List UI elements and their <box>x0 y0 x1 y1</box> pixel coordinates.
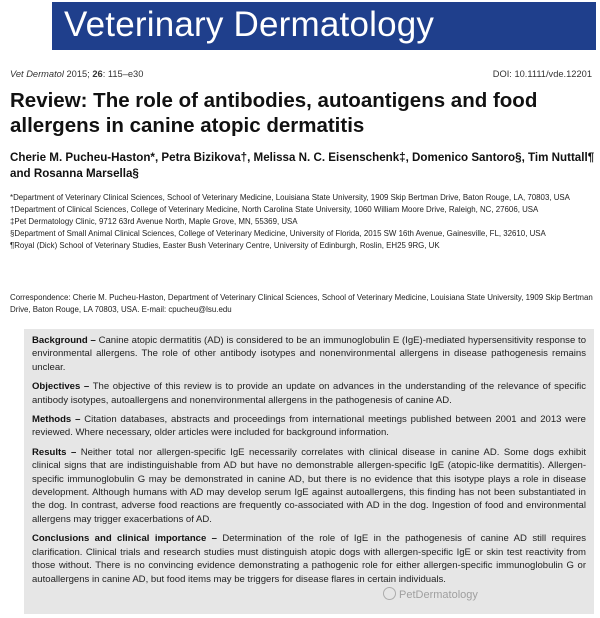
citation <box>10 69 143 79</box>
author-list: Cherie M. Pucheu-Haston*, Petra Bizikova†, Melissa N. C. Eisenschenk‡, Domenico Santoro§, Tim Nuttall¶ and Rosanna Marsella§ <box>10 151 595 180</box>
abstract-text: Determination of the role of IgE in the pathogenesis of canine AD still requires clarification. Clinical trials and research studies must distinguish atopic dogs with allergen-specific IgE or skin test reactivity from those without. There is no convincing evidence demonstrating a pathogenic role for either allergen-specific immunoglobulin G or autoallergens in canine AD, but food items may be triggers for disease flares in certain individuals. <box>32 533 586 585</box>
abstract-heading: Conclusions and clinical importance – <box>32 533 223 545</box>
affiliation: *Department of Veterinary Clinical Sciences, School of Veterinary Medicine, Louisiana State University, 1909 Skip Bertman Drive, Baton Rouge, LA, 70803, USA <box>10 193 570 202</box>
article-title: Review: The role of antibodies, autoantigens and food allergens in canine atopic dermatitis <box>10 89 538 137</box>
abstract-heading: Background – <box>32 335 99 346</box>
wechat-logo-icon <box>383 587 396 600</box>
affiliation: ‡Pet Dermatology Clinic, 9712 63rd Avenue North, Maple Grove, MN, 55369, USA <box>10 216 298 226</box>
abstract-text: Canine atopic dermatitis (AD) is considered to be an immunoglobulin E (IgE)-mediated hypersensitivity response to environmental allergens. The role of other antibody isotypes and nonenvironmental allergens in disease pathogenesis remains unclear. <box>32 335 587 373</box>
abstract-conclusions <box>32 532 586 586</box>
affiliation: ¶Royal (Dick) School of Veterinary Studies, Easter Bush Veterinary Centre, University of Edinburgh, Roslin, EH25 9RG, UK <box>10 240 440 250</box>
abstract-objectives <box>32 380 586 407</box>
citation-pages: : 115–e30 <box>102 69 144 79</box>
citation-volume: 26 <box>92 69 103 79</box>
abstract-background <box>32 334 586 374</box>
abstract-text: Citation databases, abstracts and proceedings from international meetings published between 2001 and 2013 were reviewed. Where necessary, older articles were included for background information. <box>32 414 586 439</box>
abstract-text: Neither total nor allergen-specific IgE necessarily correlates with clinical disease in canine AD. Some dogs exhibit clinical signs that are indistinguishable from AD but have no demonstrable allergen-specific IgE (atopic-like dermatitis). Allergen-specific immunoglobulin G may be demonstrated in canine AD, but there is no evidence that this isotype plays a role in disease development. Although humans with AD may develop serum IgE against autoallergens, this finding has not been substantiated in the dog. In contrast, adverse food reactions are frequently co-associated with AD in the dog. Ingestion of food and environmental allergens may trigger exacerbations of AD. <box>32 446 587 525</box>
journal-banner: Veterinary Dermatology <box>52 2 596 50</box>
watermark <box>383 587 478 601</box>
abstract-results <box>32 446 586 526</box>
citation-year: 2015; <box>63 69 93 79</box>
abstract-methods <box>32 413 586 440</box>
watermark-text: PetDermatology <box>399 589 478 601</box>
abstract-heading: Objectives – <box>32 381 93 393</box>
doi[interactable]: DOI: 10.1111/vde.12201 <box>492 69 592 79</box>
affiliation: †Department of Clinical Sciences, College of Veterinary Medicine, North Carolina State University, 1060 William Moore Drive, Raleigh, NC, 27606, USA <box>10 204 539 214</box>
abstract-heading: Results – <box>32 446 81 458</box>
affiliation: §Department of Small Animal Clinical Sciences, College of Veterinary Medicine, University of Florida, 2015 SW 16th Avenue, Gainesville, FL, 32610, USA <box>10 228 546 238</box>
abstract-text: The objective of this review is to provide an update on advances in the understanding of the relevance of specific antibody isotypes, autoallergens and nonenvironmental allergens in the pathogenesis of canine AD. <box>32 381 586 406</box>
abstract-heading: Methods – <box>32 414 85 426</box>
affiliations <box>10 192 595 252</box>
abstract-box <box>24 329 594 614</box>
journal-abbrev: Vet Dermatol <box>10 69 64 79</box>
correspondence: Correspondence: Cherie M. Pucheu-Haston, Department of Veterinary Clinical Sciences, School of Veterinary Medicine, Louisiana State University, 1909 Skip Bertman Drive, Baton Rouge, LA 70803, USA. E-mail: cpucheu@lsu.edu <box>10 293 593 314</box>
